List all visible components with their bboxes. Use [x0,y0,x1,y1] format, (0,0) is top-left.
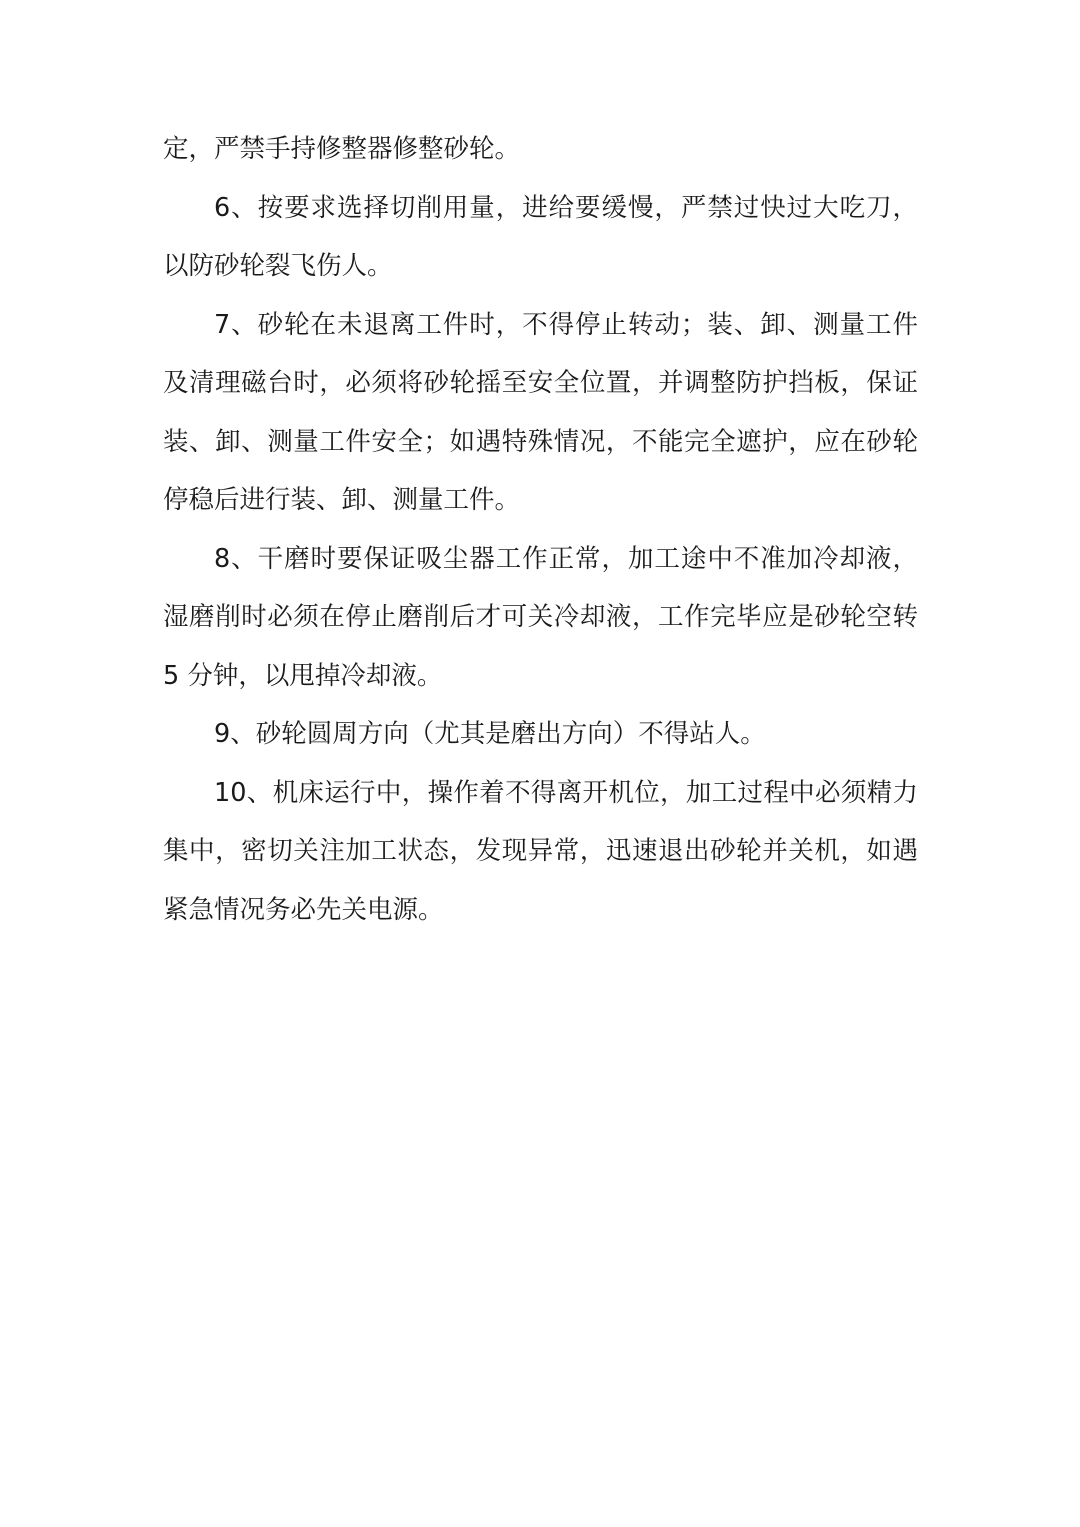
paragraph-item-6: 6、按要求选择切削用量，进给要缓慢，严禁过快过大吃刀，以防砂轮裂飞伤人。 [163,192,918,281]
paragraph-continuation: 定，严禁手持修整器修整砂轮。 [163,134,521,164]
paragraph-item-7: 7、砂轮在未退离工件时，不得停止转动；装、卸、测量工件及清理磁台时，必须将砂轮摇至安全位置，并调整防护挡板，保证装、卸、测量工件安全；如遇特殊情况，不能完全遮护，应在砂轮停稳后进行装、卸、测量工件。 [163,309,918,515]
document-body [163,120,918,939]
paragraph-item-10: 10、机床运行中，操作着不得离开机位，加工过程中必须精力集中，密切关注加工状态，发现异常，迅速退出砂轮并关机，如遇紧急情况务必先关电源。 [163,777,918,925]
paragraph-item-9: 9、砂轮圆周方向（尤其是磨出方向）不得站人。 [214,719,766,749]
paragraph-item-8: 8、干磨时要保证吸尘器工作正常，加工途中不准加冷却液，湿磨削时必须在停止磨削后才可关冷却液，工作完毕应是砂轮空转 5 分钟，以甩掉冷却液。 [163,543,918,691]
